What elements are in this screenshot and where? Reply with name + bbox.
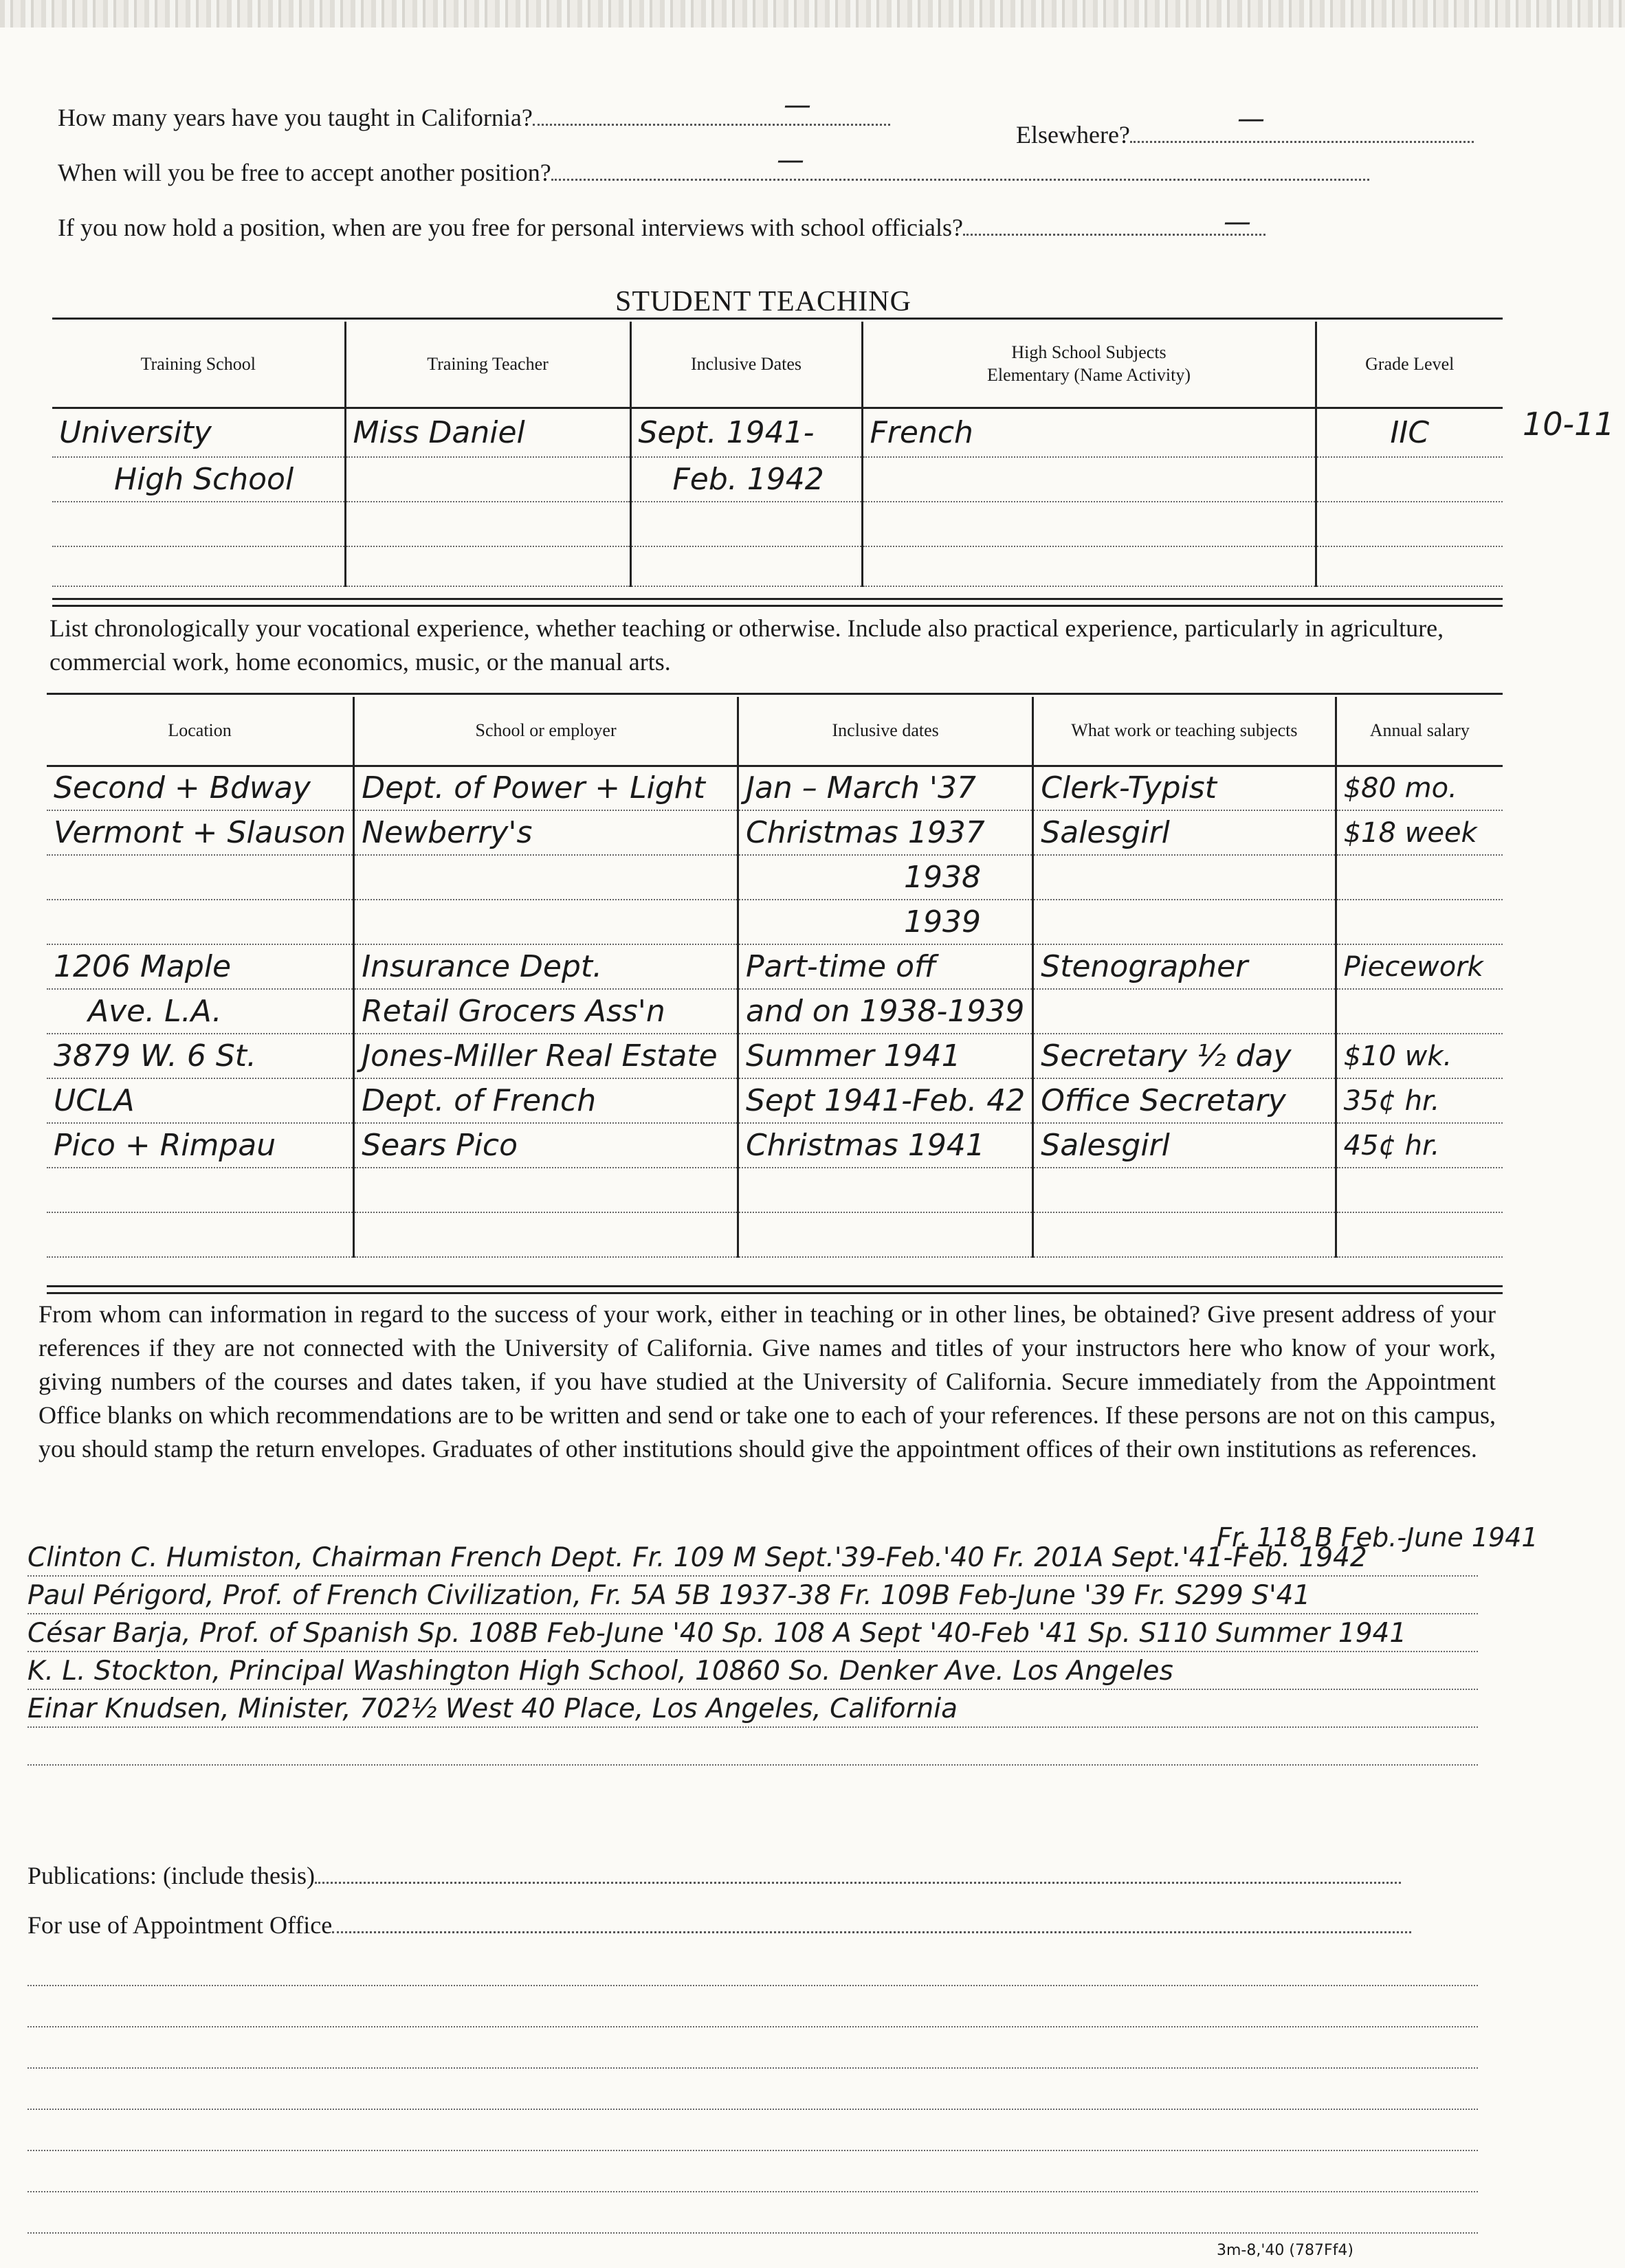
reference-line [27,1654,1478,1690]
cell-location: UCLA [47,1078,354,1123]
cell-work [1033,1168,1336,1212]
cell-employer: Insurance Dept. [354,944,738,989]
cell-dates [738,1212,1032,1257]
cell-teacher [345,502,630,546]
cell-dates: Christmas 1941 [738,1123,1032,1168]
table-top-rule [47,693,1503,695]
cell-salary [1336,1168,1503,1212]
table-row [47,810,1503,855]
cell-work [1033,855,1336,900]
answer-elsewhere: — [1237,103,1265,135]
reference-note: Fr. 118 B Feb.-June 1941 [1217,1522,1538,1553]
cell-dates: and on 1938-1939 [738,989,1032,1034]
cell-location: Pico + Rimpau [47,1123,354,1168]
table-row [52,457,1503,502]
cell-dates: Feb. 1942 [630,457,862,502]
blank-line [27,2199,1478,2234]
reference-line [27,1579,1478,1614]
cell-school: University [52,408,345,457]
cell-dates: Jan – March '37 [738,766,1032,810]
cell-subjects: French [862,408,1316,457]
table-row [52,408,1503,457]
cell-salary: 35¢ hr. [1336,1078,1503,1123]
table-row [47,1168,1503,1212]
cell-location [47,1168,354,1212]
question-years-california [58,103,890,132]
header-work: What work or teaching subjects [1033,697,1336,766]
table-row [52,502,1503,546]
cell-location [47,900,354,944]
question-interview [58,213,1265,242]
torn-top-edge [0,0,1625,27]
header-grade-level: Grade Level [1316,322,1503,408]
table-row [47,1212,1503,1257]
cell-school: High School [52,457,345,502]
table-row [47,855,1503,900]
blank-line [27,2034,1478,2069]
cell-employer [354,1212,738,1257]
cell-dates [630,546,862,586]
table-row [47,944,1503,989]
cell-grade [1316,546,1503,586]
cell-employer: Retail Grocers Ass'n [354,989,738,1034]
cell-salary [1336,989,1503,1034]
header-subjects-line2: Elementary (Name Activity) [986,364,1191,385]
cell-dates: Sept. 1941- [630,408,862,457]
cell-work [1033,900,1336,944]
table-bottom-rule [52,605,1503,607]
cell-employer [354,900,738,944]
header-location: Location [47,697,354,766]
cell-salary: $10 wk. [1336,1034,1503,1078]
cell-grade: IIC [1316,408,1503,457]
cell-employer [354,855,738,900]
cell-work: Stenographer [1033,944,1336,989]
header-employer: School or employer [354,697,738,766]
cell-salary: 45¢ hr. [1336,1123,1503,1168]
cell-work: Secretary ½ day [1033,1034,1336,1078]
table-top-rule [52,318,1503,320]
header-training-teacher: Training Teacher [345,322,630,408]
blank-line [27,2158,1478,2192]
header-subjects [862,322,1316,408]
cell-teacher: Miss Daniel [345,408,630,457]
table-row [47,1034,1503,1078]
cell-employer: Jones-Miller Real Estate [354,1034,738,1078]
references-instructions: From whom can information in regard to the success of your work, either in teaching or in other lines, be obtained? Give present address of your references if they are not connected with the University of California. Give names and titles of your instructors here who know of your work, giving numbers of the courses and dates taken, if you have studied at the University of California. Secure immediately from the Appointment Office blanks on which recommendations are to be written and send or take one to each of your references. If these persons are not on this campus, you should stamp the return envelopes. Graduates of other institutions should give the appointment offices of their own institutions as references. [38,1300,1496,1463]
header-inclusive-dates: Inclusive Dates [630,322,862,408]
cell-work: Salesgirl [1033,810,1336,855]
cell-location [47,855,354,900]
cell-employer [354,1168,738,1212]
margin-note: 10-11 [1523,405,1615,443]
cell-dates: Sept 1941-Feb. 42 [738,1078,1032,1123]
cell-work [1033,989,1336,1034]
reference-line [27,1616,1478,1652]
table-row [47,766,1503,810]
table-bottom-rule [47,1292,1503,1294]
cell-salary [1336,855,1503,900]
reference-text: Clinton C. Humiston, Chairman French Dept. Fr. 109 M Sept.'39-Feb.'40 Fr. 201A Sept.'41-Feb. 1942 [27,1542,1367,1573]
reference-text: Einar Knudsen, Minister, 702½ West 40 Place, Los Angeles, California [27,1693,958,1724]
cell-work: Office Secretary [1033,1078,1336,1123]
cell-dates: 1938 [738,855,1032,900]
table-bottom-rule [47,1285,1503,1287]
cell-work: Salesgirl [1033,1123,1336,1168]
cell-school [52,546,345,586]
publications-label: Publications: (include thesis) [27,1862,315,1889]
table-row [47,1078,1503,1123]
cell-salary: $18 week [1336,810,1503,855]
answer-free-date: — [777,144,804,176]
question-label: How many years have you taught in California? [58,104,533,131]
question-label: Elsewhere? [1016,121,1130,148]
reference-text: César Barja, Prof. of Spanish Sp. 108B Feb-June '40 Sp. 108 A Sept '40-Feb '41 Sp. S110 Summer 1941 [27,1618,1407,1649]
answer-years-california: — [784,89,811,121]
cell-location: 1206 Maple [47,944,354,989]
vocational-instructions: List chronologically your vocational experience, whether teaching or otherwise. Include also practical experience, particularly in agriculture, commercial work, home economics, music, or the manual arts. [49,614,1444,676]
cell-work [1033,1212,1336,1257]
question-free-date [58,158,1369,187]
table-row [47,989,1503,1034]
cell-location: Vermont + Slauson [47,810,354,855]
cell-teacher [345,546,630,586]
form-id: 3m-8,'40 (787Ff4) [1217,2242,1353,2259]
student-teaching-title: STUDENT TEACHING [615,286,911,318]
cell-dates: Part-time off [738,944,1032,989]
cell-dates [738,1168,1032,1212]
blank-line [27,2076,1478,2110]
cell-salary: Piecework [1336,944,1503,989]
cell-employer: Dept. of Power + Light [354,766,738,810]
cell-subjects [862,502,1316,546]
header-training-school: Training School [52,322,345,408]
cell-school [52,502,345,546]
publications-row [27,1861,1401,1890]
cell-employer: Newberry's [354,810,738,855]
office-use-row [27,1911,1411,1939]
question-label: When will you be free to accept another position? [58,159,551,186]
blank-line [27,1952,1478,1986]
cell-dates: 1939 [738,900,1032,944]
office-use-label: For use of Appointment Office [27,1911,333,1939]
blank-line [27,1993,1478,2027]
cell-salary: $80 mo. [1336,766,1503,810]
cell-location: 3879 W. 6 St. [47,1034,354,1078]
cell-dates: Summer 1941 [738,1034,1032,1078]
cell-grade [1316,457,1503,502]
student-teaching-table [52,322,1503,587]
table-row [47,1123,1503,1168]
cell-salary [1336,900,1503,944]
header-salary: Annual salary [1336,697,1503,766]
reference-text: Paul Périgord, Prof. of French Civilization, Fr. 5A 5B 1937-38 Fr. 109B Feb-June '39 Fr. S299 S'41 [27,1580,1311,1611]
table-row [47,900,1503,944]
reference-text: K. L. Stockton, Principal Washington High School, 10860 So. Denker Ave. Los Angeles [27,1656,1173,1687]
reference-line [27,1541,1478,1577]
vocational-table [47,697,1503,1258]
cell-location: Second + Bdway [47,766,354,810]
answer-interview: — [1224,206,1251,238]
question-label: If you now hold a position, when are you free for personal interviews with school officials? [58,214,963,241]
cell-grade [1316,502,1503,546]
header-dates: Inclusive dates [738,697,1032,766]
cell-dates [630,502,862,546]
cell-subjects [862,457,1316,502]
cell-location [47,1212,354,1257]
table-bottom-rule [52,598,1503,600]
cell-dates: Christmas 1937 [738,810,1032,855]
blank-line [27,2117,1478,2151]
cell-teacher [345,457,630,502]
table-row [52,546,1503,586]
cell-work: Clerk-Typist [1033,766,1336,810]
vocational-rows [47,766,1503,1257]
cell-employer: Sears Pico [354,1123,738,1168]
reference-line [27,1692,1478,1728]
cell-subjects [862,546,1316,586]
cell-employer: Dept. of French [354,1078,738,1123]
cell-salary [1336,1212,1503,1257]
cell-location: Ave. L.A. [47,989,354,1034]
reference-blank-line [27,1730,1478,1766]
header-subjects-line1: High School Subjects [1011,342,1167,363]
